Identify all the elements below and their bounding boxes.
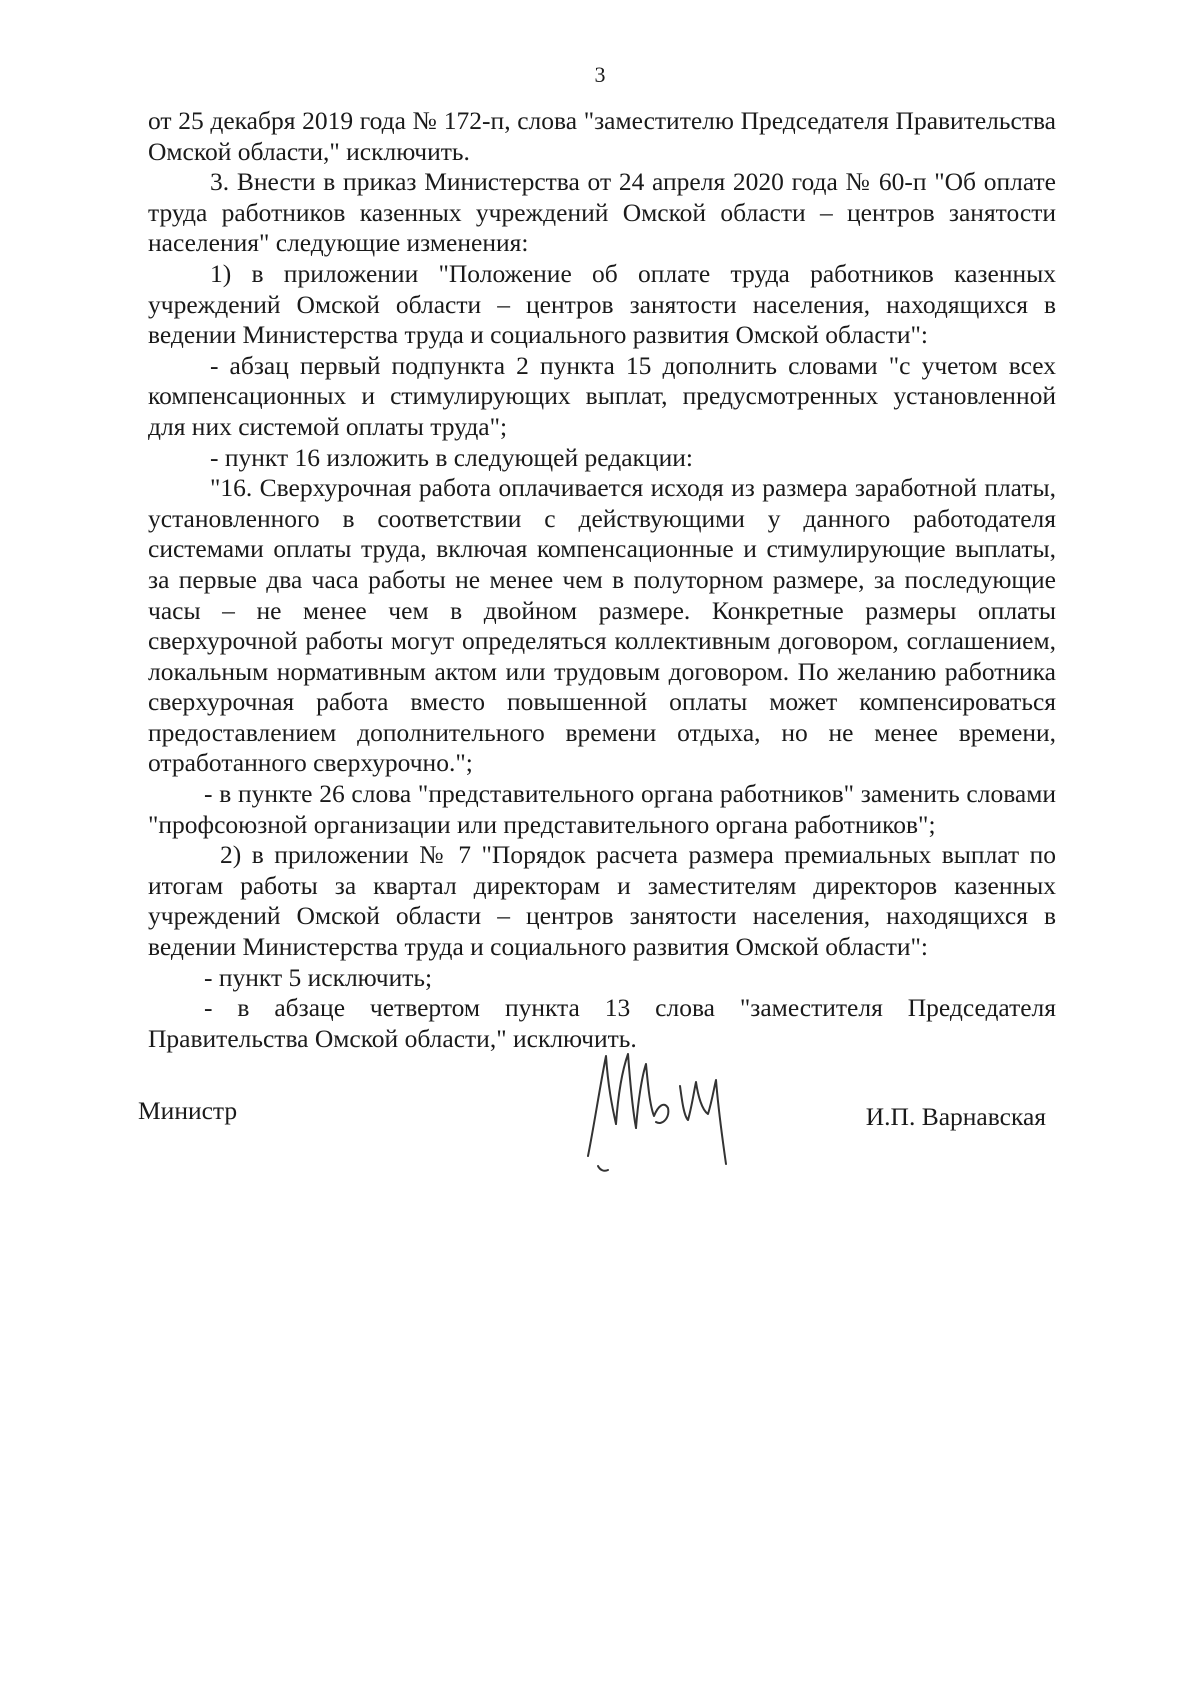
paragraph: от 25 декабря 2019 года № 172-п, слова "заместителю Председателя Правительства Омской области," исключить. [148,106,1056,166]
paragraph: 2) в приложении № 7 "Порядок расчета размера премиальных выплат по итогам работы за квартал директорам и заместителям директоров казенных учреждений Омской области – центров занятости населения, находящихся в ведении Министерства труда и социального развития Омской области": [148,840,1056,962]
paragraph: - в абзаце четвертом пункта 13 слова "заместителя Председателя Правительства Омской области," исключить. [148,993,1056,1053]
paragraph: 3. Внести в приказ Министерства от 24 апреля 2020 года № 60-п "Об оплате труда работников казенных учреждений Омской области – центров занятости населения" следующие изменения: [148,167,1056,258]
paragraph: - пункт 16 изложить в следующей редакции: [210,442,693,472]
signer-title: Министр [138,1096,238,1125]
paragraph: - абзац первый подпункта 2 пункта 15 дополнить словами "с учетом всех компенсационных и стимулирующих выплат, предусмотренных установленной для них системой оплаты труда"; [148,350,1056,441]
page-number: 3 [594,62,606,87]
paragraph: - пункт 5 исключить; [204,962,433,992]
paragraph: "16. Сверхурочная работа оплачивается исходя из размера заработной платы, установленного в соответствии с действующими у данного работодателя системами оплаты труда, включая компенсационные и стимулирующие выплаты, за первые два часа работы не менее чем в полуторном размере, за последующие часы – не менее чем в двойном размере. Конкретные размеры оплаты сверхурочной работы могут определяться коллективным договором, соглашением, локальным нормативным актом или трудовым договором. По желанию работника сверхурочная работа вместо повышенной оплаты может компенсироваться предоставлением дополнительного времени отдыха, но не менее времени, отработанного сверхурочно."; [148,473,1056,778]
paragraph: 1) в приложении "Положение об оплате труда работников казенных учреждений Омской области – центров занятости населения, находящихся в ведении Министерства труда и социального развития Омской области": [148,258,1056,350]
signature-block [138,1046,1046,1176]
signer-name: И.П. Варнавская [865,1102,1046,1131]
handwritten-signature [584,1046,744,1176]
paragraph: - в пункте 26 слова "представительного органа работников" заменить словами "профсоюзной организации или представительного органа работников"; [148,779,1056,839]
document-body [148,106,1056,1054]
